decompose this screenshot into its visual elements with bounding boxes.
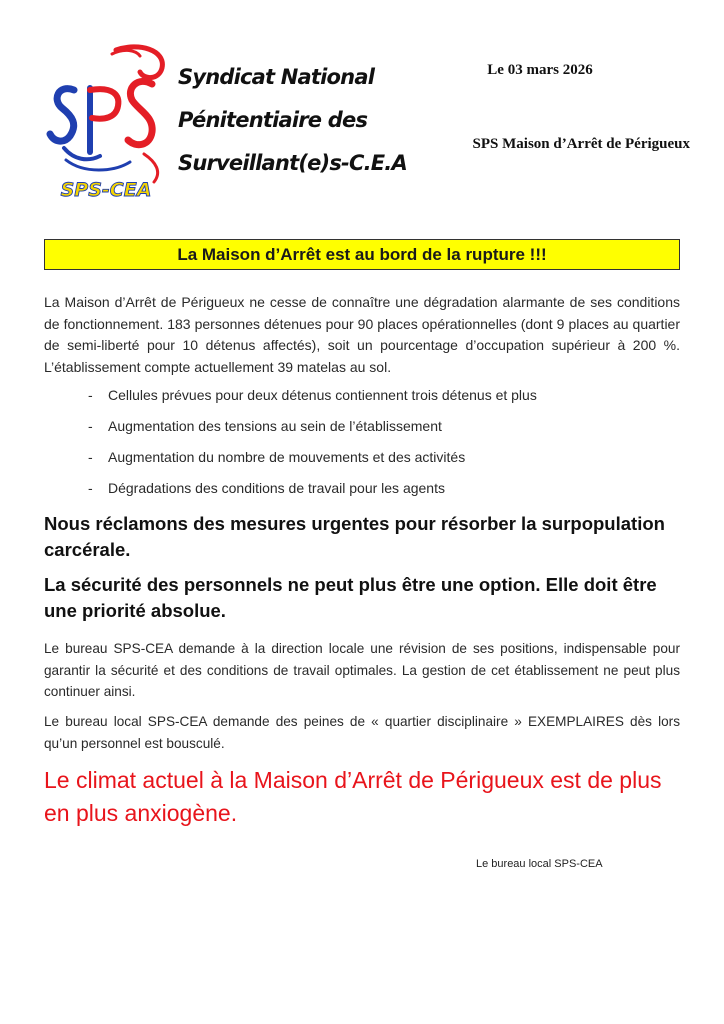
headline-banner [44, 239, 680, 270]
issues-list [88, 384, 678, 508]
list-item [88, 415, 678, 446]
list-item-text: Augmentation du nombre de mouvements et des activités [108, 449, 466, 465]
bullet-marker: - [88, 387, 93, 403]
logo-subtitle: SPS-CEA [60, 179, 152, 201]
org-name-line-3: Surveillant(e)s-C.E.A [178, 151, 407, 175]
list-item [88, 477, 678, 508]
alert-statement: Le climat actuel à la Maison d’Arrêt de Périgueux est de plus en plus anxiogène. [44, 767, 662, 826]
site-name: SPS Maison d’Arrêt de Périgueux [472, 136, 690, 152]
paragraph-direction: Le bureau SPS-CEA demande à la direction locale une révision de ses positions, indispensable pour garantir la sécurité et des conditions de travail optimales. La gestion de cet établissement ne peut plus continuer ainsi. [44, 641, 680, 699]
signature: Le bureau local SPS-CEA [476, 858, 603, 870]
paragraph-sanctions: Le bureau local SPS-CEA demande des peines de « quartier disciplinaire » EXEMPLAIRES dès lors qu’un personnel est bousculé. [44, 714, 680, 751]
org-name-line-2: Pénitentiaire des [178, 108, 368, 132]
org-name-line-1: Syndicat National [178, 65, 375, 89]
bullet-marker: - [88, 449, 93, 465]
intro-paragraph: La Maison d’Arrêt de Périgueux ne cesse de connaître une dégradation alarmante de ses conditions de fonctionnement. 183 personnes détenues pour 90 places opérationnelles (dont 9 places au quartier de semi-liberté pour 10 détenus affectés), soit un pourcentage d’occupation supérieur à 200 %. L’établissement compte actuellement 39 matelas au sol. [44, 294, 680, 375]
list-item-text: Cellules prévues pour deux détenus contiennent trois détenus et plus [108, 387, 537, 403]
list-item [88, 446, 678, 477]
headline-text: La Maison d’Arrêt est au bord de la rupture !!! [177, 244, 547, 264]
bullet-marker: - [88, 480, 93, 496]
organization-name [178, 56, 408, 185]
demand-heading-1: Nous réclamons des mesures urgentes pour résorber la surpopulation carcérale. [44, 513, 665, 560]
list-item-text: Dégradations des conditions de travail pour les agents [108, 480, 445, 496]
sps-cea-logo [44, 44, 179, 212]
list-item [88, 384, 678, 415]
list-item-text: Augmentation des tensions au sein de l’établissement [108, 418, 442, 434]
bullet-marker: - [88, 418, 93, 434]
demand-heading-2: La sécurité des personnels ne peut plus être une option. Elle doit être une priorité absolue. [44, 574, 657, 621]
document-date: Le 03 mars 2026 [487, 62, 593, 78]
